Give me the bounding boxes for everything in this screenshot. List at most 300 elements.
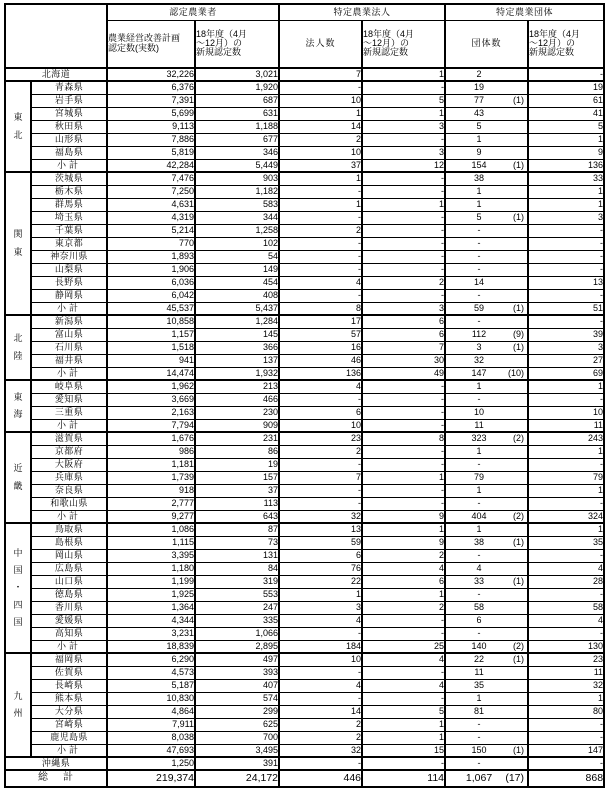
cell-corporation-new: - [362,81,445,94]
region-label-char: 海 [13,409,23,419]
cell-organization-new: 1 [528,484,604,497]
organization-count-value: 1 [476,185,482,196]
organization-count-value: - [477,718,481,729]
cell-certified-farmers-new: 19 [195,458,279,471]
cell-certified-farmers-count: 1,893 [107,250,195,263]
cell-corporation-count: 32 [279,744,362,757]
cell-certified-farmers-new: 553 [195,588,279,601]
prefecture-label: 山梨県 [31,263,107,276]
header-sub-corporations-new-fy18 [362,20,445,68]
organization-count-value: 11 [474,666,484,677]
table-row [5,120,604,133]
organization-count-value: - [477,497,481,508]
cell-certified-farmers-new: 677 [195,133,279,146]
organization-count-value: 3 [476,341,482,352]
subtotal-label: 小計 [31,419,107,432]
cell-corporation-count: 16 [279,341,362,354]
cell-corporation-new: - [362,445,445,458]
organization-count-value: 147 [471,367,487,378]
cell-corporation-count: - [279,393,362,406]
cell-organization-new: 11 [528,666,604,679]
header-corner-blank [5,4,107,68]
organization-count-paren: (2) [513,433,525,444]
cell-organization-new: 61 [528,94,604,107]
cell-corporation-new: 1 [362,68,445,81]
organization-count-value: - [477,549,481,560]
cell-corporation-new: 5 [362,705,445,718]
cell-organization-new: 1 [528,133,604,146]
cell-certified-farmers-count: 45,537 [107,302,195,315]
prefecture-label: 熊本県 [31,692,107,705]
cell-certified-farmers-new: 687 [195,94,279,107]
grand-total-row [5,770,604,787]
header-sub-line2: ～12月）の [363,38,410,49]
cell-organization-count [445,224,528,237]
cell-certified-farmers-new: 1,066 [195,627,279,640]
cell-organization-new: - [528,588,604,601]
cell-organization-count [445,159,528,172]
cell-organization-new: 80 [528,705,604,718]
header-sub-line2: 認定数(実数) [108,42,159,53]
organization-count-value: 79 [474,471,485,482]
cell-certified-farmers-count: 1,115 [107,536,195,549]
cell-certified-farmers-new: 625 [195,718,279,731]
prefecture-label: 石川県 [31,341,107,354]
table-row [5,328,604,341]
cell-organization-new: 136 [528,159,604,172]
cell-certified-farmers-new: 137 [195,354,279,367]
header-group-certified-organizations: 特定農業団体 [445,4,604,20]
cell-corporation-new: - [362,237,445,250]
table-row [5,471,604,484]
cell-certified-farmers-count: 4,631 [107,198,195,211]
cell-corporation-count: 184 [279,640,362,653]
cell-certified-farmers-new: 643 [195,510,279,523]
header-sub-line1: 農業経営改善計画 [108,33,181,44]
cell-organization-count [445,341,528,354]
cell-organization-count [445,523,528,536]
organization-count-value: - [477,224,481,235]
cell-certified-farmers-new: 113 [195,497,279,510]
header-sub-improvement-plan-count [107,20,195,68]
prefecture-label: 千葉県 [31,224,107,237]
subtotal-row [5,510,604,523]
region-label [5,380,31,432]
cell-certified-farmers-new: 1,920 [195,81,279,94]
cell-certified-farmers-count: 941 [107,354,195,367]
cell-corporation-new: 49 [362,367,445,380]
cell-corporation-count: 2 [279,445,362,458]
cell-corporation-count: 22 [279,575,362,588]
cell-organization-new: 1 [528,380,604,393]
region-label [5,81,31,172]
organization-count-paren: (1) [513,94,525,105]
cell-corporation-new: 12 [362,159,445,172]
cell-corporation-new: 1 [362,731,445,744]
cell-organization-count [445,471,528,484]
cell-corporation-count: 14 [279,705,362,718]
cell-organization-count [445,432,528,445]
organization-count-value: - [477,757,481,768]
table-row [5,458,604,471]
cell-organization-new: - [528,627,604,640]
cell-organization-count [445,484,528,497]
cell-corporation-new: 9 [362,510,445,523]
table-row [5,315,604,328]
cell-certified-farmers-count: 14,474 [107,367,195,380]
table-row [5,341,604,354]
prefecture-label: 愛媛県 [31,614,107,627]
organization-count-value: - [477,458,481,469]
table-row [5,185,604,198]
cell-corporation-new: 1 [362,198,445,211]
table-row [5,536,604,549]
cell-certified-farmers-new: 574 [195,692,279,705]
organization-count-paren: (1) [513,575,525,586]
prefecture-label: 兵庫県 [31,471,107,484]
cell-corporation-count: - [279,627,362,640]
table-row [5,757,604,770]
cell-corporation-count: 3 [279,601,362,614]
organization-count-value: 43 [474,107,485,118]
prefecture-label: 沖縄県 [5,757,107,770]
organization-count-value: 1 [476,692,482,703]
table-row [5,198,604,211]
prefecture-label: 秋田県 [31,120,107,133]
cell-certified-farmers-count: 1,962 [107,380,195,393]
cell-organization-count [445,81,528,94]
region-label [5,315,31,380]
cell-certified-farmers-count: 6,290 [107,653,195,666]
cell-certified-farmers-count: 9,277 [107,510,195,523]
cell-organization-count [445,367,528,380]
prefecture-label: 京都府 [31,445,107,458]
cell-corporation-count: 4 [279,276,362,289]
cell-organization-count [445,419,528,432]
cell-corporation-count: 8 [279,302,362,315]
cell-certified-farmers-count: 770 [107,237,195,250]
cell-organization-new: 51 [528,302,604,315]
cell-organization-count [445,328,528,341]
cell-corporation-count: 14 [279,120,362,133]
subtotal-row [5,419,604,432]
cell-corporation-count: - [279,497,362,510]
cell-organization-new: 28 [528,575,604,588]
cell-certified-farmers-new: 145 [195,328,279,341]
cell-corporation-count: 4 [279,380,362,393]
cell-certified-farmers-count: 3,231 [107,627,195,640]
cell-certified-farmers-new: 5,437 [195,302,279,315]
cell-corporation-new: 114 [362,770,445,787]
cell-organization-new: 13 [528,276,604,289]
cell-corporation-count: - [279,666,362,679]
cell-organization-new: 3 [528,211,604,224]
grand-total-label-part1: 総 [38,772,49,784]
prefecture-label: 宮崎県 [31,718,107,731]
cell-certified-farmers-new: 54 [195,250,279,263]
table-row [5,94,604,107]
cell-corporation-count: 6 [279,549,362,562]
prefecture-label: 岐阜県 [31,380,107,393]
cell-corporation-new: - [362,211,445,224]
prefecture-label: 群馬県 [31,198,107,211]
table-row [5,679,604,692]
organization-count-value: 59 [474,302,485,313]
prefecture-label: 福岡県 [31,653,107,666]
cell-certified-farmers-count: 1,518 [107,341,195,354]
table-row [5,406,604,419]
organization-count-value: 10 [474,406,485,417]
cell-corporation-new: - [362,757,445,770]
cell-certified-farmers-count: 1,906 [107,263,195,276]
region-label-char: 東 [13,391,23,402]
cell-organization-new: - [528,263,604,276]
cell-organization-count [445,263,528,276]
subtotal-label: 小計 [31,744,107,757]
organization-count-value: 22 [474,654,485,665]
organization-count-value: 35 [474,679,485,690]
region-label-char: 中 [13,548,23,559]
table-row [5,575,604,588]
cell-certified-farmers-count: 47,693 [107,744,195,757]
cell-organization-count [445,770,528,787]
cell-organization-count [445,146,528,159]
cell-certified-farmers-new: 213 [195,380,279,393]
prefecture-label: 東京都 [31,237,107,250]
header-sub-farmers-new-fy18 [195,20,279,68]
cell-corporation-count: 7 [279,68,362,81]
cell-organization-count [445,666,528,679]
cell-corporation-new: 4 [362,679,445,692]
cell-organization-new: - [528,224,604,237]
header-sub-line1: 18年度（4月 [196,28,248,39]
cell-certified-farmers-new: 1,188 [195,120,279,133]
organization-count-paren: (1) [513,654,525,665]
subtotal-label: 小計 [31,302,107,315]
cell-corporation-new: 2 [362,549,445,562]
prefecture-label: 大分県 [31,705,107,718]
cell-organization-new: 1 [528,523,604,536]
subtotal-row [5,302,604,315]
organization-count-value: - [477,393,481,404]
table-header [5,4,604,68]
cell-corporation-new: 1 [362,471,445,484]
cell-corporation-count: 10 [279,94,362,107]
cell-certified-farmers-new: 24,172 [195,770,279,787]
cell-organization-count [445,276,528,289]
organization-count-value: 38 [474,536,485,547]
region-label [5,523,31,653]
cell-organization-new: - [528,458,604,471]
cell-certified-farmers-count: 8,038 [107,731,195,744]
cell-corporation-count: - [279,250,362,263]
cell-organization-new: 868 [528,770,604,787]
cell-organization-count [445,120,528,133]
cell-certified-farmers-count: 7,794 [107,419,195,432]
cell-corporation-count: 1 [279,172,362,185]
cell-certified-farmers-count: 9,113 [107,120,195,133]
organization-count-value: 112 [471,328,487,339]
region-label-char: 国 [13,565,23,576]
prefecture-label: 香川県 [31,601,107,614]
cell-organization-count [445,744,528,757]
organization-count-paren: (10) [508,367,525,378]
header-sub-line2: ～12月）の [529,38,576,49]
organization-count-value: - [477,263,481,274]
cell-certified-farmers-new: 366 [195,341,279,354]
table-row [5,562,604,575]
cell-certified-farmers-new: 407 [195,679,279,692]
organization-count-value: 404 [471,510,487,521]
cell-certified-farmers-count: 986 [107,445,195,458]
cell-corporation-new: - [362,666,445,679]
organization-count-value: 323 [471,433,487,444]
cell-corporation-count: 2 [279,731,362,744]
table-row [5,354,604,367]
organization-count-value: 1 [476,524,482,535]
region-label-char: 九 [13,690,23,701]
cell-corporation-count: 7 [279,471,362,484]
cell-organization-new: 1 [528,198,604,211]
cell-organization-count [445,575,528,588]
cell-corporation-new: 30 [362,354,445,367]
header-group-certified-corporations: 特定農業法人 [279,4,445,20]
table-row [5,380,604,393]
cell-corporation-count: 1 [279,107,362,120]
cell-corporation-count: - [279,757,362,770]
cell-organization-count [445,640,528,653]
cell-corporation-new: - [362,185,445,198]
cell-certified-farmers-new: 391 [195,757,279,770]
cell-organization-count [445,289,528,302]
cell-organization-count [445,211,528,224]
cell-organization-new: 19 [528,81,604,94]
cell-certified-farmers-new: 157 [195,471,279,484]
cell-certified-farmers-count: 6,036 [107,276,195,289]
prefecture-label: 北海道 [5,68,107,81]
header-sub-line1: 18年度（4月 [363,28,415,39]
header-sub-line3: 新規認定数 [196,47,242,58]
cell-organization-count [445,458,528,471]
cell-certified-farmers-new: 466 [195,393,279,406]
cell-corporation-count: 76 [279,562,362,575]
cell-certified-farmers-new: 247 [195,601,279,614]
organization-count-paren: (1) [513,744,525,755]
cell-organization-new: 23 [528,653,604,666]
cell-corporation-new: 1 [362,107,445,120]
prefecture-label: 徳島県 [31,588,107,601]
cell-certified-farmers-count: 219,374 [107,770,195,787]
cell-corporation-new: 3 [362,120,445,133]
cell-corporation-count: - [279,458,362,471]
region-label-char: 関 [13,229,23,240]
table-row [5,81,604,94]
cell-certified-farmers-new: 1,284 [195,315,279,328]
organization-count-paren: (2) [513,640,525,651]
cell-corporation-count: - [279,289,362,302]
organization-count-value: - [477,289,481,300]
cell-corporation-count: 4 [279,679,362,692]
cell-corporation-new: 5 [362,94,445,107]
cell-organization-new: 1 [528,445,604,458]
prefecture-label: 三重県 [31,406,107,419]
cell-corporation-count: 6 [279,406,362,419]
cell-organization-new: 1 [528,692,604,705]
cell-corporation-new: 8 [362,432,445,445]
cell-certified-farmers-new: 3,021 [195,68,279,81]
cell-organization-count [445,445,528,458]
prefecture-label: 長崎県 [31,679,107,692]
cell-organization-count [445,393,528,406]
prefecture-label: 滋賀県 [31,432,107,445]
cell-certified-farmers-new: 393 [195,666,279,679]
organization-count-paren: (1) [513,341,525,352]
table-row [5,666,604,679]
cell-organization-count [445,68,528,81]
cell-certified-farmers-count: 42,284 [107,159,195,172]
cell-certified-farmers-count: 1,181 [107,458,195,471]
subtotal-row [5,159,604,172]
organization-count-paren: (1) [513,536,525,547]
prefecture-label: 長野県 [31,276,107,289]
table-row [5,133,604,146]
cell-certified-farmers-new: 231 [195,432,279,445]
cell-organization-new: 10 [528,406,604,419]
cell-certified-farmers-count: 1,739 [107,471,195,484]
cell-corporation-count: 10 [279,419,362,432]
cell-certified-farmers-count: 10,830 [107,692,195,705]
cell-organization-count [445,107,528,120]
cell-certified-farmers-new: 700 [195,731,279,744]
cell-certified-farmers-new: 131 [195,549,279,562]
cell-organization-new: - [528,315,604,328]
table-row [5,718,604,731]
cell-corporation-new: 1 [362,523,445,536]
cell-corporation-new: - [362,380,445,393]
table-row [5,146,604,159]
organization-count-value: 33 [474,575,485,586]
cell-corporation-count: 2 [279,133,362,146]
organization-count-value: - [477,627,481,638]
table-body [5,68,604,787]
cell-certified-farmers-count: 18,839 [107,640,195,653]
cell-corporation-count: 57 [279,328,362,341]
header-sub-line3: 新規認定数 [529,47,575,58]
region-label-char: 東 [13,246,23,257]
cell-certified-farmers-count: 1,157 [107,328,195,341]
region-label-char: 畿 [13,480,23,491]
cell-organization-count [445,614,528,627]
cell-organization-new: 33 [528,172,604,185]
cell-organization-new: 130 [528,640,604,653]
region-label-char: 北 [13,333,23,344]
table-row [5,289,604,302]
region-label-char: 東 [13,112,23,123]
cell-certified-farmers-count: 7,886 [107,133,195,146]
cell-corporation-count: 2 [279,224,362,237]
cell-organization-count [445,250,528,263]
cell-corporation-new: - [362,172,445,185]
table-row [5,68,604,81]
cell-organization-count [445,354,528,367]
table-row [5,588,604,601]
cell-certified-farmers-count: 1,364 [107,601,195,614]
cell-organization-count [445,237,528,250]
cell-certified-farmers-new: 344 [195,211,279,224]
cell-corporation-new: - [362,484,445,497]
cell-certified-farmers-new: 346 [195,146,279,159]
region-label-char: 州 [13,708,23,718]
